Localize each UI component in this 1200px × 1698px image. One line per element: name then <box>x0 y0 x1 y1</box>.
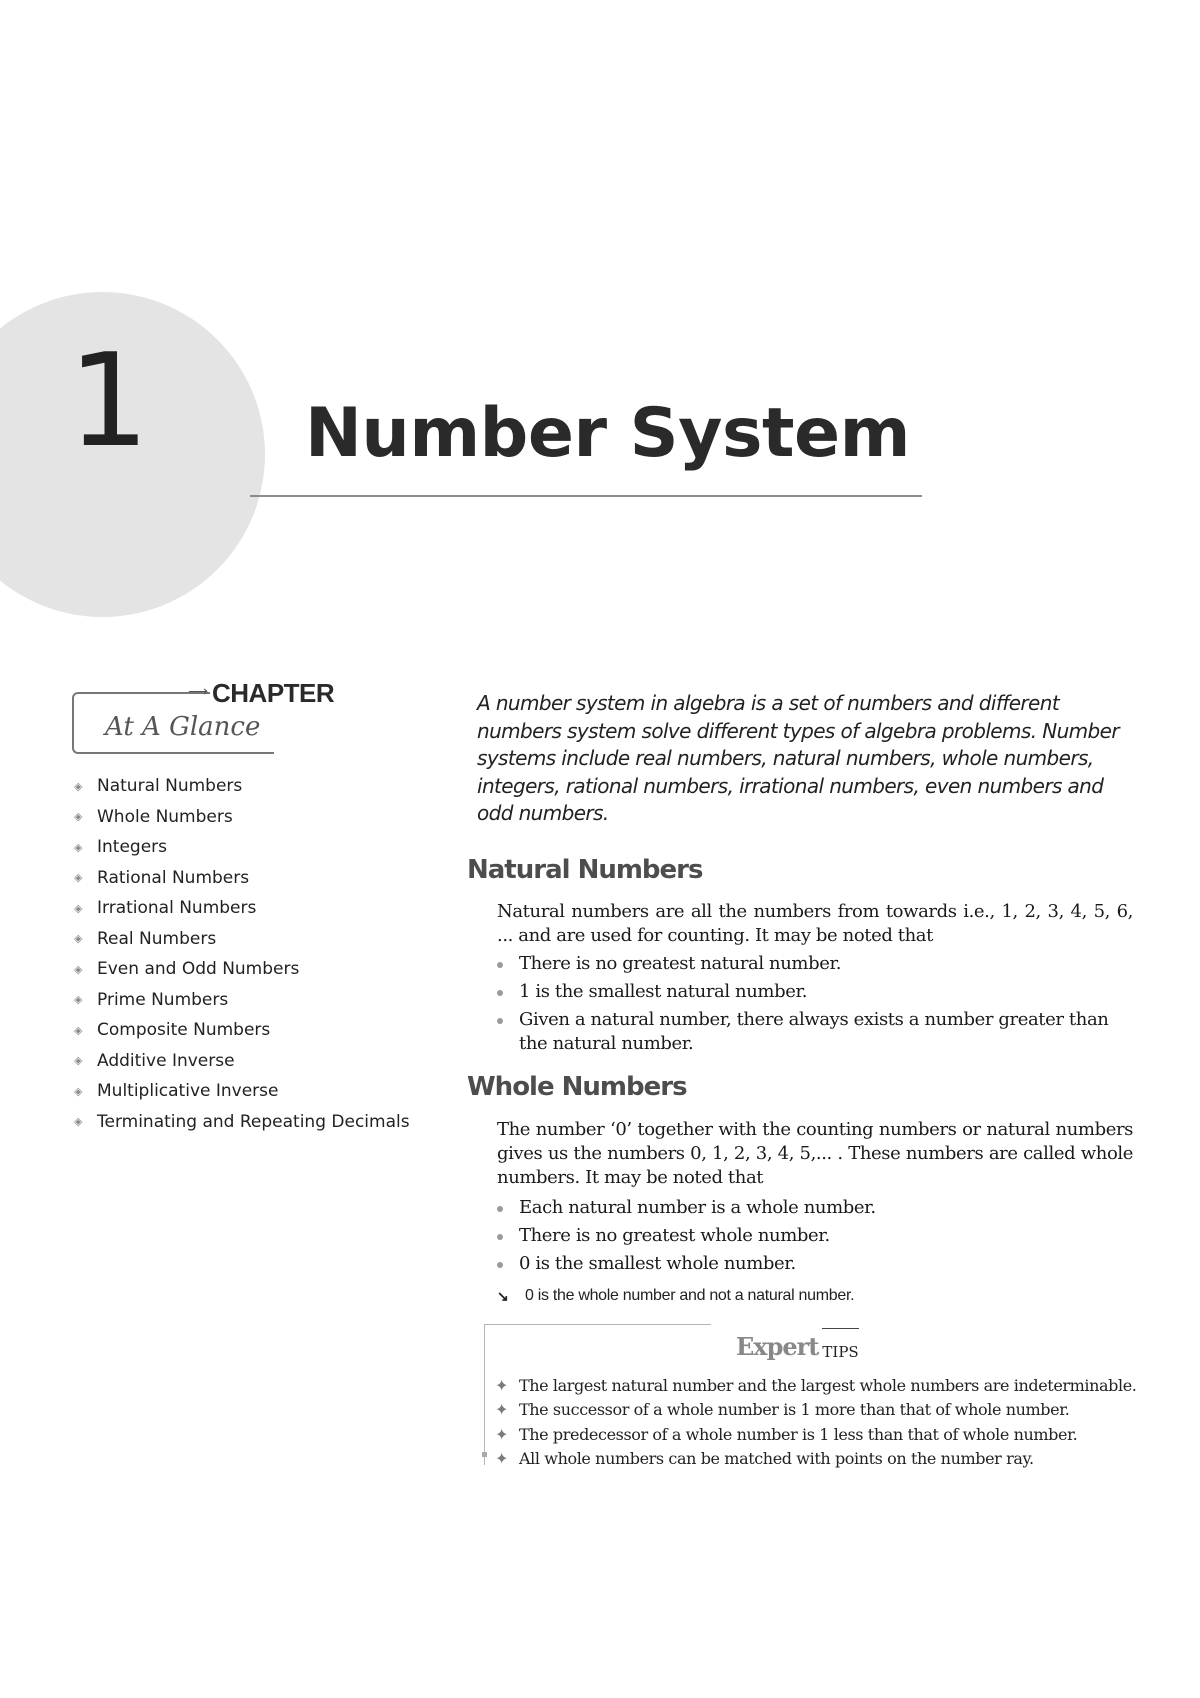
natural-numbers-paragraph: Natural numbers are all the numbers from towards i.e., 1, 2, 3, 4, 5, 6, ... and are used for counting. It may be noted that <box>497 901 1133 946</box>
list-item: ◈ Prime Numbers <box>74 989 229 1010</box>
diamond-bullet-icon: ◈ <box>74 810 83 824</box>
whole-numbers-heading: Whole Numbers <box>467 1072 687 1102</box>
list-item: ◈ Additive Inverse <box>74 1050 235 1071</box>
diamond-bullet-icon: ◈ <box>74 1084 83 1098</box>
diamond-bullet-icon: ◈ <box>74 1023 83 1037</box>
list-item: ✦ All whole numbers can be matched with points on the number ray. <box>495 1449 1034 1469</box>
list-item: ◈ Irrational Numbers <box>74 898 257 919</box>
diamond-bullet-icon: ◈ <box>74 1115 83 1129</box>
list-item: 0 is the smallest whole number. <box>497 1252 1137 1276</box>
topic-list <box>74 771 410 1137</box>
list-item: ✦ The predecessor of a whole number is 1 less than that of whole number. <box>495 1424 1078 1444</box>
list-item: ◈ Terminating and Repeating Decimals <box>74 1111 410 1132</box>
corner-mark <box>482 1452 487 1457</box>
bullet-dot-icon <box>497 1234 503 1240</box>
list-item: ◈ Multiplicative Inverse <box>74 1081 279 1102</box>
title-underline <box>250 495 922 497</box>
tips-label: TIPS <box>822 1328 858 1361</box>
list-item: ◈ Real Numbers <box>74 928 217 949</box>
list-item: ◈ Whole Numbers <box>74 806 233 827</box>
diamond-bullet-icon: ◈ <box>74 779 83 793</box>
natural-numbers-heading: Natural Numbers <box>467 855 703 885</box>
list-item: ◈ Natural Numbers <box>74 776 243 797</box>
glance-heading: CHAPTER <box>212 678 335 708</box>
list-item: 1 is the smallest natural number. <box>497 980 1137 1004</box>
glance-subheading: At A Glance <box>102 712 263 743</box>
bullet-dot-icon <box>497 962 503 968</box>
chapter-at-a-glance-box <box>72 678 335 752</box>
list-item: ◈ Even and Odd Numbers <box>74 959 300 980</box>
diamond-bullet-icon: ◈ <box>74 932 83 946</box>
arrow-down-right-icon: ↘ <box>497 1287 509 1304</box>
bullet-dot-icon <box>497 990 503 996</box>
list-item: There is no greatest whole number. <box>497 1224 1137 1248</box>
list-item: ◈ Composite Numbers <box>74 1020 271 1041</box>
diamond-bullet-icon: ◈ <box>74 901 83 915</box>
bullet-dot-icon <box>497 1262 503 1268</box>
note-text: 0 is the whole number and not a natural number. <box>525 1287 855 1304</box>
note <box>497 1287 854 1305</box>
list-item: There is no greatest natural number. <box>497 952 1137 976</box>
whole-numbers-bullets <box>497 1196 1137 1280</box>
list-item: ✦ The largest natural number and the largest whole numbers are indeterminable. <box>495 1375 1137 1395</box>
plus-bullet-icon: ✦ <box>495 1375 509 1395</box>
diamond-bullet-icon: ◈ <box>74 993 83 1007</box>
list-item: Each natural number is a whole number. <box>497 1196 1137 1220</box>
diamond-bullet-icon: ◈ <box>74 840 83 854</box>
expert-tips-heading <box>736 1328 859 1361</box>
intro-paragraph: A number system in algebra is a set of numbers and different numbers system solve different types of algebra problems. Number systems include real numbers, natural numbers, whole numbers, integers, rational numbers, irrational numbers, even numbers and odd numbers. <box>477 691 1119 825</box>
plus-bullet-icon: ✦ <box>495 1424 509 1444</box>
list-item: ◈ Rational Numbers <box>74 867 250 888</box>
list-item: Given a natural number, there always exists a number greater than the natural number. <box>497 1008 1137 1056</box>
list-item: ✦ The successor of a whole number is 1 more than that of whole number. <box>495 1400 1070 1420</box>
arrow-right-icon: ⟶ <box>188 683 209 699</box>
diamond-bullet-icon: ◈ <box>74 1054 83 1068</box>
diamond-bullet-icon: ◈ <box>74 871 83 885</box>
expert-tips-list <box>495 1373 1136 1471</box>
plus-bullet-icon: ✦ <box>495 1449 509 1469</box>
whole-numbers-paragraph: The number ‘0’ together with the counting numbers or natural numbers gives us the numbers 0, 1, 2, 3, 4, 5,... . These numbers are called whole numbers. It may be noted that <box>497 1119 1133 1188</box>
natural-numbers-bullets <box>497 952 1137 1060</box>
expert-label: Expert <box>736 1332 819 1361</box>
plus-bullet-icon: ✦ <box>495 1400 509 1420</box>
bullet-dot-icon <box>497 1206 503 1212</box>
bullet-dot-icon <box>497 1018 503 1024</box>
chapter-number: 1 <box>68 327 150 476</box>
diamond-bullet-icon: ◈ <box>74 962 83 976</box>
list-item: ◈ Integers <box>74 837 168 858</box>
chapter-title: Number System <box>305 394 910 473</box>
